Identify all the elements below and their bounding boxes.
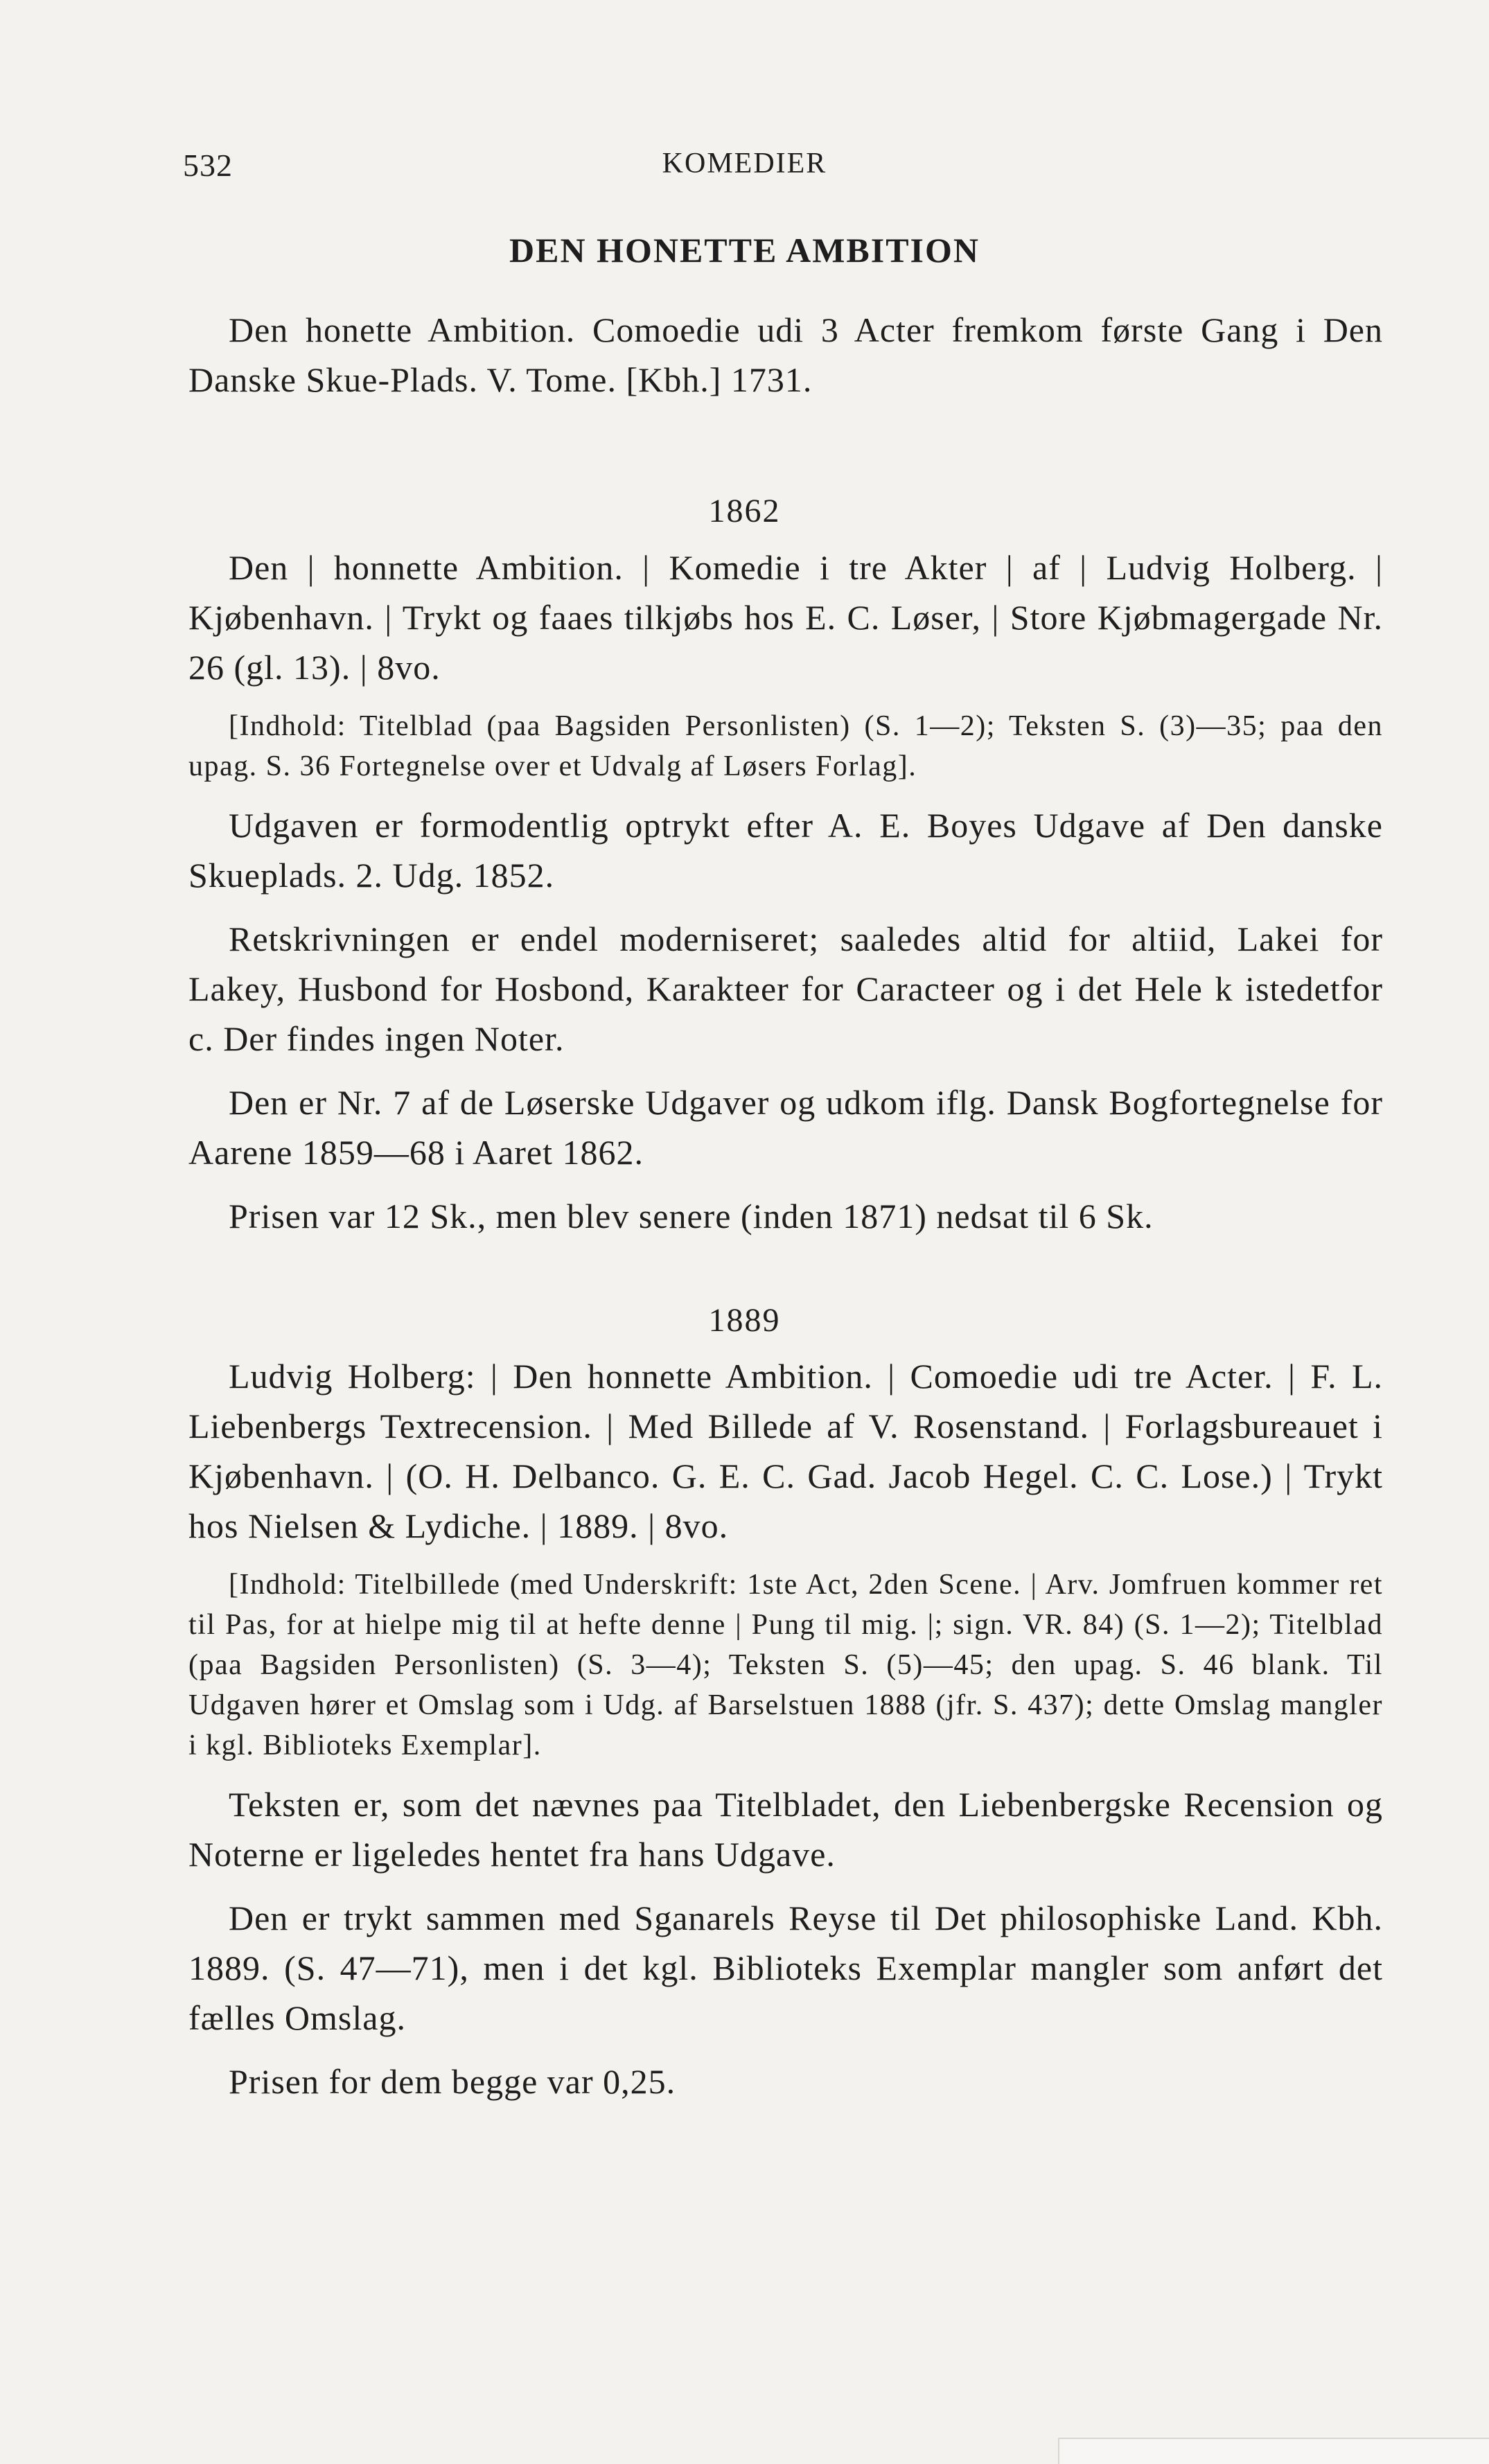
year-heading-1889: 1889 [708, 1302, 781, 1339]
edition-1862 [188, 543, 1383, 1241]
edition-1862-description: Den | honnette Ambition. | Komedie i tre Akter | af | Ludvig Holberg. | Kjøbenhavn. | Trykt og faaes tilkjøbs hos E. C. Løser, | Store Kjøbmagergade Nr. 26 (gl. 13). | 8vo. [188, 548, 1383, 687]
edition-1889-note: Den er trykt sammen med Sganarels Reyse til Det philosophiske Land. Kbh. 1889. (S. 47—71), men i det kgl. Biblioteks Exemplar mangler som anført det fælles Omslag. [188, 1899, 1383, 2037]
edition-1889 [188, 1351, 1383, 2106]
edition-1889-description: Ludvig Holberg: | Den honnette Ambition. | Comoedie udi tre Acter. | F. L. Liebenbergs Textrecension. | Med Billede af V. Rosenstand. | Forlagsbureauet i Kjøbenhavn. | (O. H. Delbanco. G. E. C. Gad. Jacob Hegel. C. C. Lose.) | Trykt hos Nielsen & Lydiche. | 1889. | 8vo. [188, 1357, 1383, 1545]
intro-paragraph: Den honette Ambition. Comoedie udi 3 Acter fremkom første Gang i Den Danske Skue-Plads. V. Tome. [Kbh.] 1731. [188, 310, 1383, 399]
edition-1862-note: Udgaven er formodentlig optrykt efter A. E. Boyes Udgave af Den danske Skueplads. 2. Udg. 1852. [188, 806, 1383, 895]
edition-1862-note: Retskrivningen er endel moderniseret; saaledes altid for altiid, Lakei for Lakey, Husbond for Hosbond, Karakteer for Caracteer og i det Hele k istedetfor c. Der findes ingen Noter. [188, 919, 1383, 1058]
year-heading-1862: 1862 [708, 493, 781, 529]
intro-block [188, 305, 1383, 405]
running-head: KOMEDIER [662, 148, 827, 179]
scan-edge-mark [1058, 2438, 1489, 2464]
section-title: DEN HONETTE AMBITION [509, 231, 980, 270]
edition-1862-contents: [Indhold: Titelblad (paa Bagsiden Personlisten) (S. 1—2); Teksten S. (3)—35; paa den upag. S. 36 Fortegnelse over et Udvalg af Løsers Forlag]. [188, 710, 1383, 782]
page-header [0, 147, 1489, 188]
edition-1862-note: Prisen var 12 Sk., men blev senere (inden 1871) nedsat til 6 Sk. [229, 1197, 1154, 1235]
page-number: 532 [183, 148, 233, 183]
edition-1862-note: Den er Nr. 7 af de Løserske Udgaver og udkom iflg. Dansk Bogfortegnelse for Aarene 1859—68 i Aaret 1862. [188, 1083, 1383, 1172]
edition-1889-contents: [Indhold: Titelbillede (med Underskrift: 1ste Act, 2den Scene. | Arv. Jomfruen kommer ret til Pas, for at hielpe mig til at hefte denne | Pung til mig. |; sign. VR. 84) (S. 1—2); Titelblad (paa Bagsiden Personlisten) (S. 3—4); Teksten S. (5)—45; den upag. S. 46 blank. Til Udgaven hører et Omslag som i Udg. af Barselstuen 1888 (jfr. S. 437); dette Omslag mangler i kgl. Biblioteks Exemplar]. [188, 1569, 1383, 1761]
edition-1889-note: Prisen for dem begge var 0,25. [229, 2062, 676, 2101]
edition-1889-note: Teksten er, som det nævnes paa Titelbladet, den Liebenbergske Recension og Noterne er ligeledes hentet fra hans Udgave. [188, 1785, 1383, 1874]
